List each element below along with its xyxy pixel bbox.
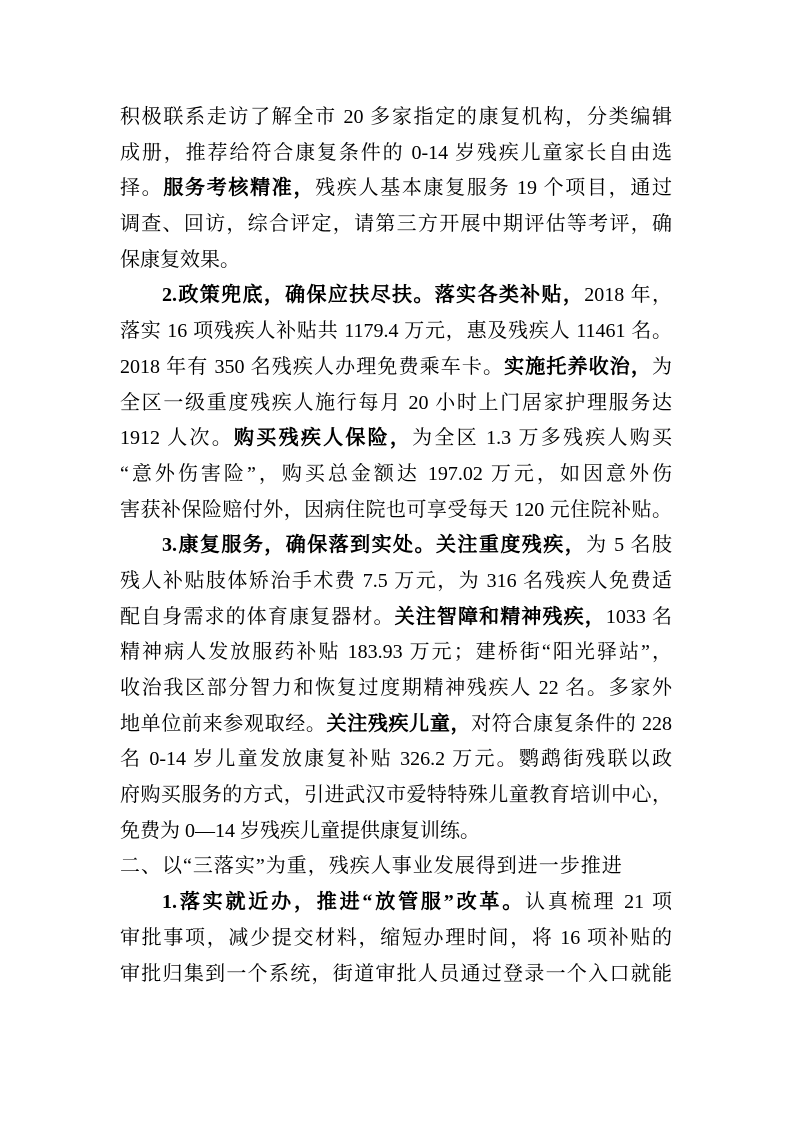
text-segment: 认真梳理 21 项 [525,891,672,914]
text-segment: 害获补保险赔付外，因病住院也可享受每天 120 元住院补贴。 [120,498,672,521]
text-line [120,314,672,350]
bold-lead-phrase: 3.康复服务，确保落到实处。关注重度残疾， [162,534,587,557]
text-line [120,136,672,172]
text-line [120,814,672,850]
text-segment: 为 5 名肢 [586,534,672,557]
text-segment: 调查、回访，综合评定，请第三方开展中期评估等考评，确 [120,213,672,236]
text-line [120,564,672,600]
text-segment: 成册，推荐给符合康复条件的 0-14 岁残疾儿童家长自由选 [120,141,672,164]
text-line [120,100,672,136]
text-line [120,957,672,993]
text-segment: 审批事项，减少提交材料，缩短办理时间，将 16 项补贴的 [120,926,672,949]
bold-lead-phrase: 关注残疾儿童， [326,712,472,735]
text-segment: 择。 [120,177,164,200]
bold-lead-phrase: 关注智障和精神残疾， [394,605,606,628]
text-segment: 1033 名 [605,605,672,628]
text-segment: 积极联系走访了解全市 20 多家指定的康复机构，分类编辑 [120,106,672,128]
text-line [120,421,672,457]
text-segment: 2018 年有 350 名残疾人办理免费乘车卡。 [120,355,505,378]
text-segment: 审批归集到一个系统，街道审批人员通过登录一个入口就能 [120,962,672,985]
text-line [120,493,672,529]
text-line [120,671,672,707]
text-line [120,778,672,814]
text-line [120,171,672,207]
text-line [120,742,672,778]
paragraph-streamline-approval [120,885,672,992]
text-segment: 免费为 0—14 岁残疾儿童提供康复训练。 [120,819,480,842]
text-line [120,528,672,564]
text-segment: 落实 16 项残疾人补贴共 1179.4 万元，惠及残疾人 11461 名。 [120,320,672,343]
text-line [120,707,672,743]
text-segment: 保康复效果。 [120,248,240,271]
bold-lead-phrase: 实施托养收治， [504,355,652,378]
text-segment: 2018 年， [584,284,672,307]
document-body [120,100,672,992]
bold-lead-phrase: 服务考核精准， [163,177,316,200]
bold-lead-phrase: 2.政策兜底，确保应扶尽扶。落实各类补贴， [162,284,585,307]
bold-lead-phrase: 购买残疾人保险， [234,427,413,450]
text-line [120,207,672,243]
text-line [120,278,672,314]
text-line [120,921,672,957]
paragraph-rehab-institutions [120,100,672,278]
section-heading: 二、以“三落实”为重，残疾人事业发展得到进一步推进 [120,855,623,878]
text-line [120,600,672,636]
text-line [120,635,672,671]
text-segment: 精神病人发放服药补贴 183.93 万元；建桥街“阳光驿站”， [120,641,672,664]
text-line [120,457,672,493]
paragraph-policy-subsidies [120,278,672,528]
text-segment: “意外伤害险”，购买总金额达 197.02 万元，如因意外伤 [120,462,672,485]
text-segment: 残人补贴肢体矫治手术费 7.5 万元，为 316 名残疾人免费适 [120,569,672,592]
text-line [120,885,672,921]
text-segment: 1912 人次。 [120,427,235,450]
bold-lead-phrase: 1.落实就近办，推进“放管服”改革。 [162,891,526,914]
text-segment: 全区一级重度残疾人施行每月 20 小时上门居家护理服务达 [120,391,672,414]
text-segment: 为全区 1.3 万多残疾人购买 [412,427,672,450]
text-segment: 地单位前来参观取经。 [120,712,327,735]
text-segment: 收治我区部分智力和恢复过度期精神残疾人 22 名。多家外 [120,677,672,699]
text-line [120,350,672,386]
text-line [120,243,672,279]
paragraph-rehab-services [120,528,672,849]
text-segment: 对符合康复条件的 228 [471,712,672,735]
text-segment: 残疾人基本康复服务 19 个项目，通过 [315,177,672,200]
text-segment: 府购买服务的方式，引进武汉市爱特特殊儿童教育培训中心， [120,784,672,807]
text-segment: 为 [652,355,672,378]
text-segment: 配自身需求的体育康复器材。 [120,605,395,628]
text-segment: 名 0-14 岁儿童发放康复补贴 326.2 万元。鹦鹉街残联以政 [120,748,672,771]
text-line [120,386,672,422]
